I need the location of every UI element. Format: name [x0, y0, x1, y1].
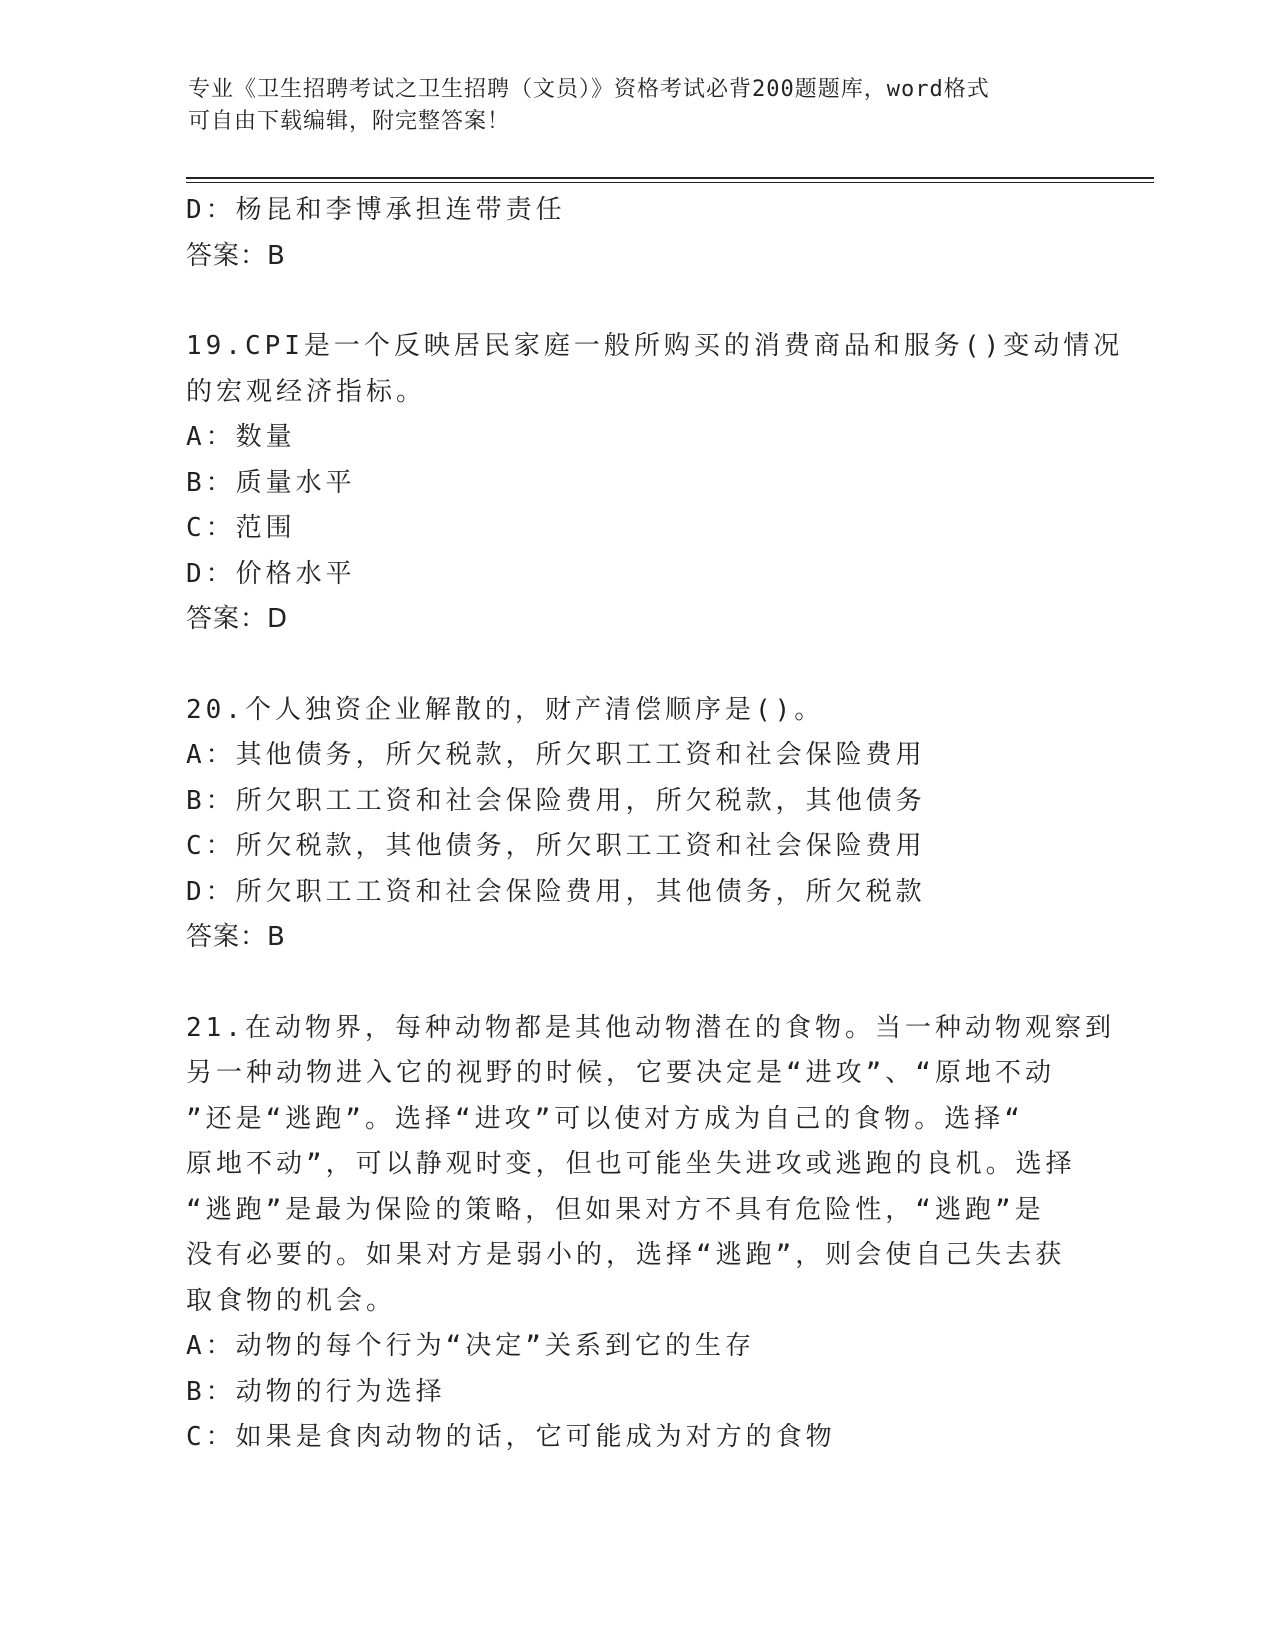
question-stem-line: 原地不动”，可以静观时变，但也可能坐失进攻或逃跑的良机。选择 [186, 1149, 1076, 1179]
option-d: D：杨昆和李博承担连带责任 [186, 195, 566, 225]
question-19 [186, 324, 1124, 643]
question-stem-line: 21.在动物界，每种动物都是其他动物潜在的食物。当一种动物观察到 [186, 1012, 1115, 1043]
header-line-2: 可自由下载编辑，附完整答案！ [188, 109, 511, 134]
question-20 [186, 688, 1086, 961]
document-header [188, 74, 1068, 138]
option-b: B：质量水平 [186, 467, 356, 498]
option-d: D：价格水平 [186, 558, 356, 589]
question-18-tail [186, 188, 1086, 279]
question-stem-line: ”还是“逃跑”。选择“进攻”可以使对方成为自己的食物。选择“ [186, 1103, 1024, 1134]
question-stem-line: 20.个人独资企业解散的，财产清偿顺序是()。 [186, 694, 825, 725]
answer: 答案：D [186, 604, 289, 634]
option-a: A：其他债务，所欠税款，所欠职工工资和社会保险费用 [186, 740, 926, 770]
header-divider-thin [186, 182, 1154, 183]
answer: 答案：B [186, 922, 286, 952]
option-c: C：范围 [186, 513, 296, 543]
question-stem-line: “逃跑”是最为保险的策略，但如果对方不具有危险性，“逃跑”是 [186, 1194, 1045, 1225]
option-c: C：所欠税款，其他债务，所欠职工工资和社会保险费用 [186, 831, 926, 861]
question-stem-line: 19.CPI是一个反映居民家庭一般所购买的消费商品和服务()变动情况 [186, 331, 1124, 361]
header-divider-thick [186, 177, 1154, 179]
question-stem-line: 没有必要的。如果对方是弱小的，选择“逃跑”，则会使自己失去获 [186, 1240, 1066, 1270]
header-line-1: 专业《卫生招聘考试之卫生招聘（文员）》资格考试必背200题题库，word格式 [188, 77, 990, 102]
option-b: B：动物的行为选择 [186, 1376, 446, 1407]
document-body [186, 188, 1124, 1461]
option-c: C：如果是食肉动物的话，它可能成为对方的食物 [186, 1422, 836, 1452]
option-a: A：数量 [186, 422, 296, 452]
question-stem-line: 取食物的机会。 [186, 1285, 397, 1316]
answer: 答案：B [186, 240, 286, 271]
option-b: B：所欠职工工资和社会保险费用，所欠税款，其他债务 [186, 785, 926, 816]
question-stem-line: 的宏观经济指标。 [186, 376, 427, 407]
option-d: D：所欠职工工资和社会保险费用，其他债务，所欠税款 [186, 876, 926, 907]
option-a: A：动物的每个行为“决定”关系到它的生存 [186, 1331, 755, 1361]
question-21 [186, 1006, 1115, 1461]
question-stem-line: 另一种动物进入它的视野的时候，它要决定是“进攻”、“原地不动 [186, 1058, 1055, 1088]
